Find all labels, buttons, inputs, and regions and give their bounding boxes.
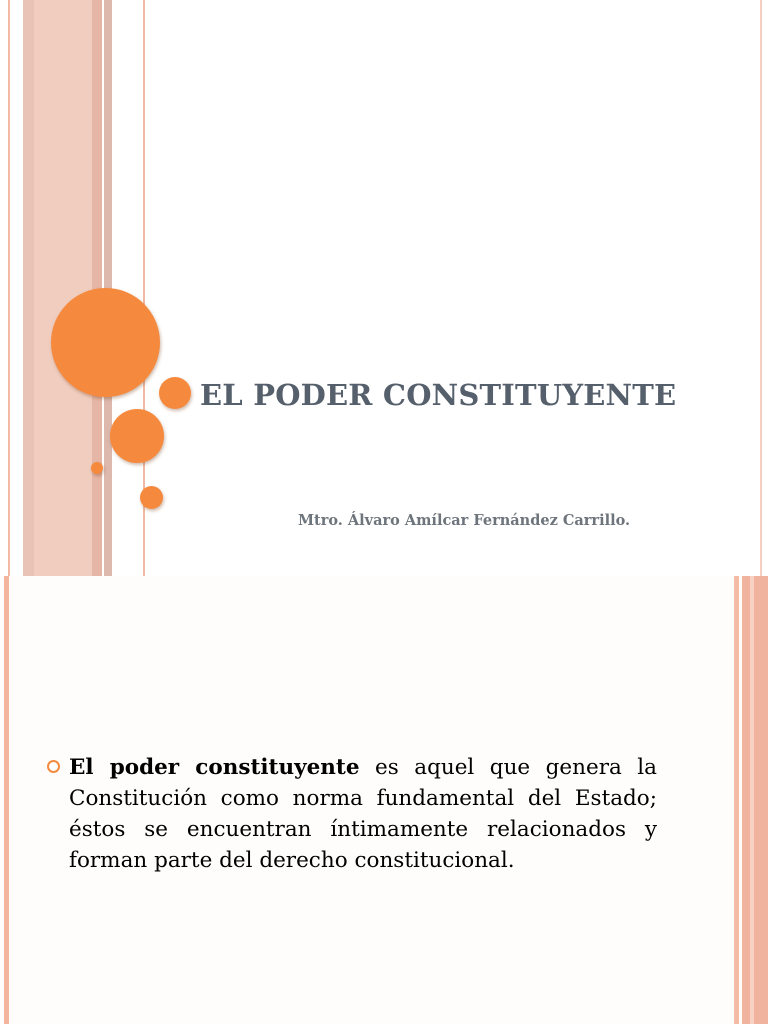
slide-title: EL PODER CONSTITUYENTE — [200, 378, 677, 412]
decorative-circle — [140, 486, 163, 509]
slide-subtitle: Mtro. Álvaro Amílcar Fernández Carrillo. — [298, 512, 631, 529]
bullet-circle-icon — [47, 760, 60, 773]
decorative-circle — [91, 462, 103, 474]
bullet-paragraph — [69, 752, 657, 876]
decorative-stripe — [23, 0, 34, 576]
decorative-circle — [159, 377, 191, 409]
decorative-stripe — [734, 576, 739, 1024]
bullet-bold-lead: El poder constituyente — [69, 755, 360, 780]
decorative-circle — [51, 288, 160, 397]
decorative-circle — [110, 409, 164, 463]
content-slide — [0, 576, 768, 1024]
decorative-stripe — [750, 576, 754, 1024]
decorative-stripe — [8, 0, 10, 576]
decorative-stripe — [742, 576, 768, 1024]
decorative-stripe — [760, 0, 762, 576]
decorative-stripe — [4, 576, 9, 1024]
decorative-stripe — [34, 0, 92, 576]
bullet-text: es aquel que genera la Constitución como norma fundamental del Estado; éstos se encuentran íntimamente relacionados y forman parte del derecho constitucional. — [69, 755, 657, 873]
